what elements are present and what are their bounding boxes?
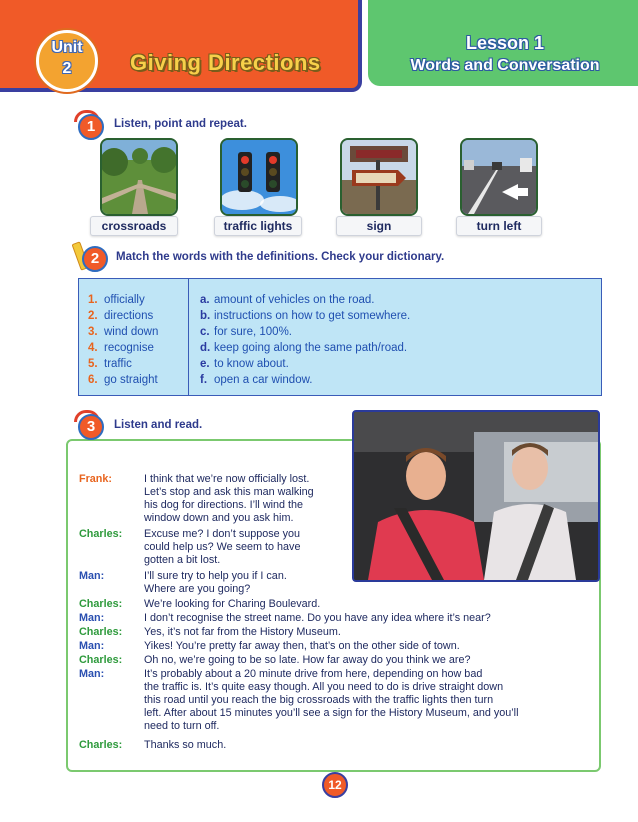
section-number-3: 3 <box>78 414 104 440</box>
dialogue-line: his dog for directions. I’ll wind the <box>144 499 304 511</box>
dialogue-line: Excuse me? I don’t suppose you <box>144 528 301 540</box>
dialogue-line: gotten a bit lost. <box>144 554 221 566</box>
section1-title: Listen, point and repeat. <box>114 118 247 130</box>
lesson-number: Lesson 1 <box>465 33 545 53</box>
matching-divider <box>188 278 189 396</box>
dialogue-line: I’ll sure try to help you if I can. <box>144 570 287 582</box>
dialogue-line: I think that we’re now officially lost. <box>144 473 310 485</box>
word-item: 2. directions <box>88 310 154 322</box>
definition-item: a. amount of vehicles on the road. <box>200 294 375 306</box>
unit-word: Unit <box>51 39 83 56</box>
page-title: Giving Directions <box>130 50 321 75</box>
card-label-turn-left: turn left <box>456 216 542 236</box>
section3-title: Listen and read. <box>114 419 203 431</box>
card-label-traffic-lights: traffic lights <box>214 216 302 236</box>
word-item: 5. traffic <box>88 358 132 370</box>
sign-image[interactable] <box>340 138 418 216</box>
dialogue-line: Yikes! You’re pretty far away then, that’s on the other side of town. <box>144 640 460 652</box>
speaker-label: Charles: <box>79 626 123 638</box>
speaker-label: Man: <box>79 668 105 680</box>
definition-item: e. to know about. <box>200 358 289 370</box>
dialogue-line: Where are you going? <box>144 583 251 595</box>
dialogue-line: I don’t recognise the street name. Do you have any idea where it’s near? <box>144 612 491 624</box>
page-number: 12 <box>322 772 348 798</box>
word-item: 4. recognise <box>88 342 154 354</box>
dialogue-line: It’s probably about a 20 minute drive from here, depending on how bad <box>144 668 483 680</box>
dialogue-line: Let’s stop and ask this man walking <box>144 486 314 498</box>
video-still-image[interactable] <box>352 410 600 582</box>
traffic-lights-image[interactable] <box>220 138 298 216</box>
word-list <box>88 292 158 388</box>
dialogue-line: Yes, it’s not far from the History Museum. <box>144 626 341 638</box>
word-item: 6. go straight <box>88 374 158 386</box>
lesson-subtitle: Words and Conversation <box>410 57 600 74</box>
dialogue-line: left. After about 15 minutes you’ll see a sign for the History Museum, and you’ll <box>144 707 519 719</box>
dialogue-line: could help us? We seem to have <box>144 541 301 553</box>
unit-number: 2 <box>62 60 72 77</box>
definition-item: b. instructions on how to get somewhere. <box>200 310 411 322</box>
speaker-label: Frank: <box>79 473 112 485</box>
turn-left-image[interactable] <box>460 138 538 216</box>
speaker-label: Man: <box>79 640 105 652</box>
definition-item: d. keep going along the same path/road. <box>200 342 408 354</box>
section-number-1: 1 <box>78 114 104 140</box>
word-item: 1. officially <box>88 294 145 306</box>
definition-item: f. open a car window. <box>200 374 313 386</box>
section-number-2: 2 <box>82 246 108 272</box>
definition-item: c. for sure, 100%. <box>200 326 292 338</box>
unit-badge <box>36 30 98 92</box>
card-label-sign: sign <box>336 216 422 236</box>
speaker-label: Charles: <box>79 528 123 540</box>
speaker-label: Man: <box>79 570 105 582</box>
dialogue-line: Thanks so much. <box>144 739 227 751</box>
crossroads-image[interactable] <box>100 138 178 216</box>
word-item: 3. wind down <box>88 326 159 338</box>
definition-list <box>200 292 410 388</box>
speaker-label: Charles: <box>79 739 123 751</box>
dialogue-line: need to turn off. <box>144 720 220 732</box>
dialogue-line: the traffic is. It’s quite easy though. All you need to do is drive straight down <box>144 681 504 693</box>
card-label-crossroads: crossroads <box>90 216 178 236</box>
dialogue-line: Oh no, we’re going to be so late. How far away do you think we are? <box>144 654 471 666</box>
dialogue-line: this road until you reach the big crossroads with the traffic lights then turn <box>144 694 494 706</box>
speaker-label: Man: <box>79 612 105 624</box>
dialogue-line: window down and you ask him. <box>144 512 294 524</box>
section2-title: Match the words with the definitions. Check your dictionary. <box>116 251 445 263</box>
speaker-label: Charles: <box>79 598 123 610</box>
speaker-label: Charles: <box>79 654 123 666</box>
dialogue-line: We’re looking for Charing Boulevard. <box>144 598 321 610</box>
